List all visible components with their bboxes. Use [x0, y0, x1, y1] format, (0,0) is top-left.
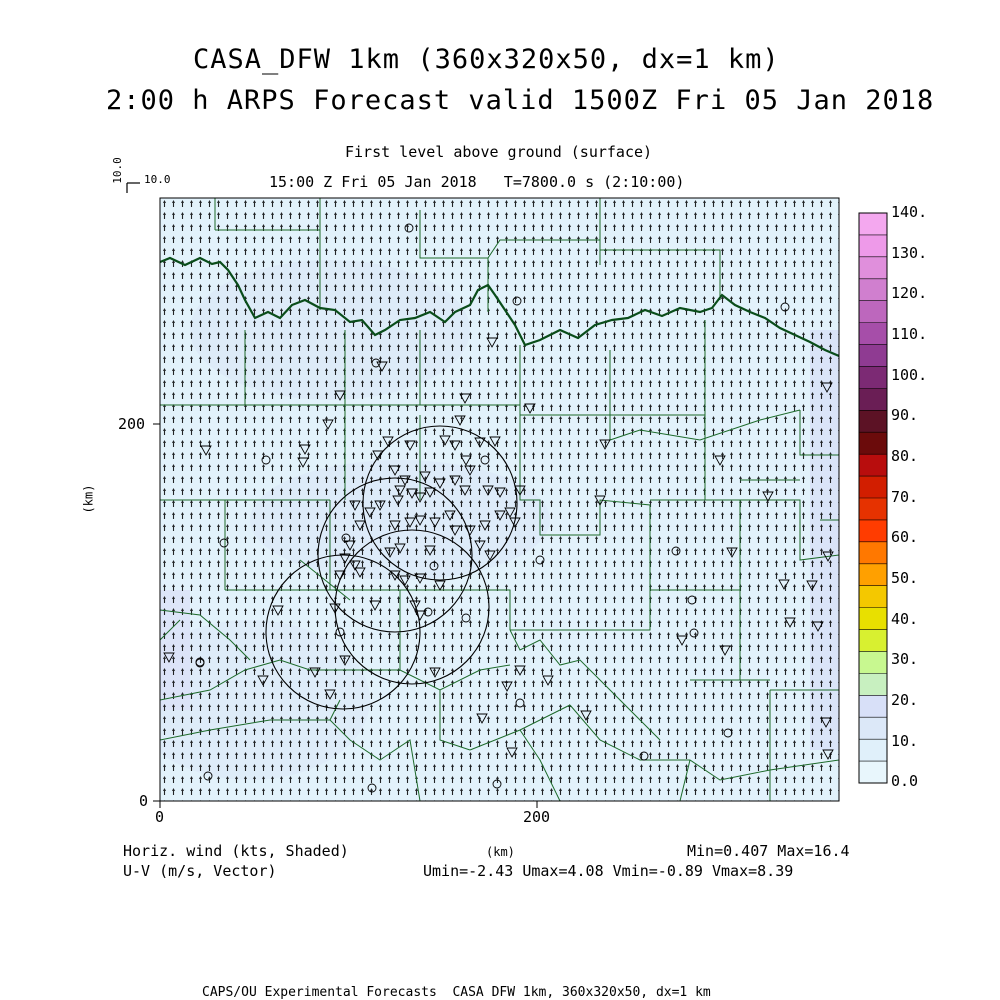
footer-right-line-2: Umin=-2.43 Umax=4.08 Vmin=-0.89 Vmax=8.39	[423, 862, 794, 880]
colorbar-swatch	[859, 564, 887, 586]
valid-time: 15:00 Z Fri 05 Jan 2018 T=7800.0 s (2:10:00)	[269, 173, 685, 191]
colorbar-label: 100.	[891, 365, 928, 384]
colorbar-swatch	[859, 520, 887, 542]
colorbar-swatch	[859, 695, 887, 717]
x-tick-0: 0	[155, 808, 165, 826]
colorbar-label: 60.	[891, 528, 919, 547]
colorbar-label: 10.	[891, 731, 919, 750]
colorbar-label: 50.	[891, 569, 919, 588]
colorbar-label: 110.	[891, 325, 928, 344]
bottom-credit: CAPS/OU Experimental Forecasts CASA DFW 1km, 360x320x50, dx=1 km	[202, 985, 711, 1000]
colorbar-label: 80.	[891, 447, 919, 466]
footer-left-line-1: Horiz. wind (kts, Shaded)	[123, 842, 349, 860]
colorbar-label: 70.	[891, 487, 919, 506]
y-axis-unit: (km)	[81, 484, 96, 514]
colorbar-label: 130.	[891, 243, 928, 262]
colorbar-swatch	[859, 235, 887, 257]
colorbar-label: 140.	[891, 203, 928, 221]
colorbar-swatch	[859, 410, 887, 432]
colorbar-swatch	[859, 454, 887, 476]
colorbar-swatch	[859, 630, 887, 652]
colorbar-swatch	[859, 257, 887, 279]
colorbar-swatch	[859, 345, 887, 367]
x-axis-unit: (km)	[486, 845, 515, 859]
title-line-2: 2:00 h ARPS Forecast valid 1500Z Fri 05 Jan 2018	[106, 85, 935, 116]
colorbar-label: 90.	[891, 406, 919, 425]
footer-right-line-1: Min=0.407 Max=16.4	[687, 842, 850, 860]
subtitle: First level above ground (surface)	[345, 143, 653, 161]
footer-left-line-2: U-V (m/s, Vector)	[123, 862, 277, 880]
colorbar-swatch	[859, 586, 887, 608]
colorbar	[859, 213, 887, 783]
y-tick-200: 200	[118, 415, 146, 433]
colorbar-swatch	[859, 323, 887, 345]
colorbar-swatch	[859, 388, 887, 410]
title-line-1: CASA_DFW 1km (360x320x50, dx=1 km)	[193, 44, 780, 75]
colorbar-label: 20.	[891, 691, 919, 710]
colorbar-swatch	[859, 301, 887, 323]
colorbar-swatch	[859, 673, 887, 695]
colorbar-swatch	[859, 542, 887, 564]
colorbar-swatch	[859, 739, 887, 761]
y-tick-0: 0	[139, 792, 149, 810]
colorbar-label: 30.	[891, 650, 919, 669]
vector-key	[127, 183, 140, 193]
colorbar-swatch	[859, 366, 887, 388]
vector-key-horizontal-label: 10.0	[144, 173, 171, 186]
colorbar-swatch	[859, 717, 887, 739]
colorbar-swatch	[859, 761, 887, 783]
colorbar-label: 40.	[891, 609, 919, 628]
colorbar-swatch	[859, 498, 887, 520]
colorbar-label: 120.	[891, 284, 928, 303]
vector-key-vertical-label: 10.0	[110, 157, 124, 184]
colorbar-label: 0.0	[891, 772, 919, 791]
colorbar-swatch	[859, 432, 887, 454]
colorbar-swatch	[859, 651, 887, 673]
colorbar-swatch	[859, 279, 887, 301]
colorbar-swatch	[859, 213, 887, 235]
x-tick-200: 200	[523, 808, 551, 826]
colorbar-swatch	[859, 476, 887, 498]
colorbar-swatch	[859, 608, 887, 630]
